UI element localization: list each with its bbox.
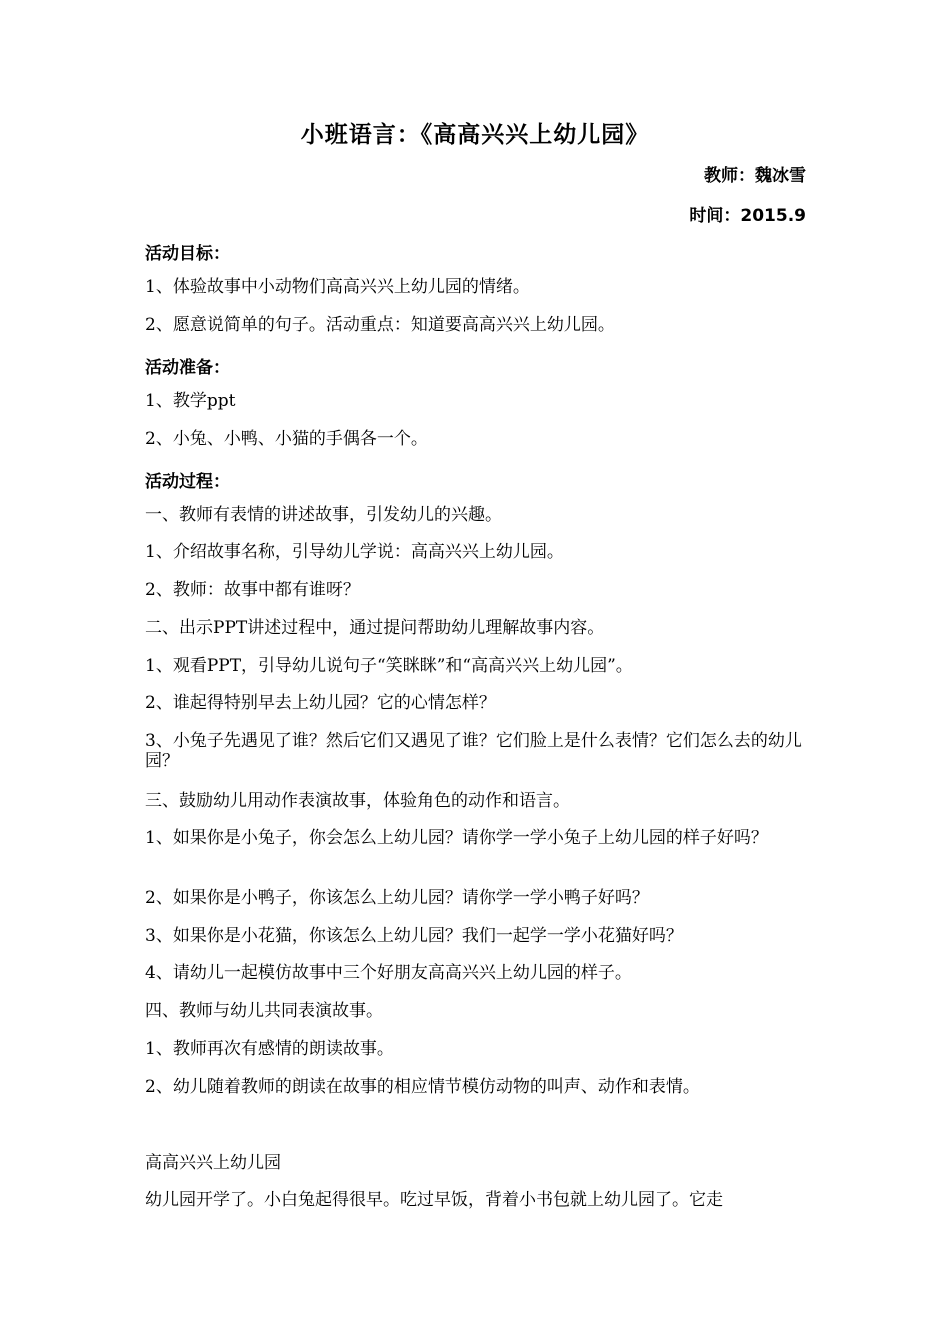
process-item: 2、教师：故事中都有谁呀？ (145, 580, 360, 600)
prep-heading: 活动准备： (145, 358, 230, 378)
process-item: 2、幼儿随着教师的朗读在故事的相应情节模仿动物的叫声、动作和表情。 (145, 1077, 700, 1097)
goal-item: 1、体验故事中小动物们高高兴兴上幼儿园的情绪。 (145, 277, 530, 297)
process-item: 1、观看PPT，引导幼儿说句子“笑眯眯”和“高高兴兴上幼儿园”。 (145, 656, 633, 676)
story-title: 高高兴兴上幼儿园 (145, 1153, 281, 1173)
goal-item: 2、愿意说简单的句子。活动重点：知道要高高兴兴上幼儿园。 (145, 315, 615, 335)
process-item: 二、出示PPT讲述过程中，通过提问帮助幼儿理解故事内容。 (145, 618, 605, 638)
process-item: 3、小兔子先遇见了谁？然后它们又遇见了谁？它们脸上是什么表情？它们怎么去的幼儿园？ (145, 731, 802, 771)
process-item: 3、如果你是小花猫，你该怎么上幼儿园？我们一起学一学小花猫好吗？ (145, 926, 683, 946)
goals-heading: 活动目标： (145, 244, 230, 264)
prep-item: 1、教学ppt (145, 391, 236, 411)
process-item: 1、如果你是小兔子，你会怎么上幼儿园？请你学一学小兔子上幼儿园的样子好吗？ (145, 828, 768, 848)
story-text: 幼儿园开学了。小白兔起得很早。吃过早饭，背着小书包就上幼儿园了。它走 (145, 1190, 723, 1210)
process-item: 一、教师有表情的讲述故事，引发幼儿的兴趣。 (145, 505, 502, 525)
process-item: 四、教师与幼儿共同表演故事。 (145, 1001, 383, 1021)
page-title: 小班语言：《高高兴兴上幼儿园》 (300, 122, 650, 148)
process-heading: 活动过程： (145, 472, 230, 492)
process-item: 2、如果你是小鸭子，你该怎么上幼儿园？请你学一学小鸭子好吗？ (145, 888, 649, 908)
date-line: 时间：2015.9 (689, 206, 806, 226)
prep-item: 2、小兔、小鸭、小猫的手偶各一个。 (145, 429, 428, 449)
process-item: 1、介绍故事名称，引导幼儿学说：高高兴兴上幼儿园。 (145, 542, 564, 562)
teacher-name: 教师：魏冰雪 (704, 166, 806, 186)
process-item: 2、谁起得特别早去上幼儿园？它的心情怎样？ (145, 693, 496, 713)
process-item: 三、鼓励幼儿用动作表演故事，体验角色的动作和语言。 (145, 791, 570, 811)
process-item: 4、请幼儿一起模仿故事中三个好朋友高高兴兴上幼儿园的样子。 (145, 963, 632, 983)
process-item: 1、教师再次有感情的朗读故事。 (145, 1039, 394, 1059)
